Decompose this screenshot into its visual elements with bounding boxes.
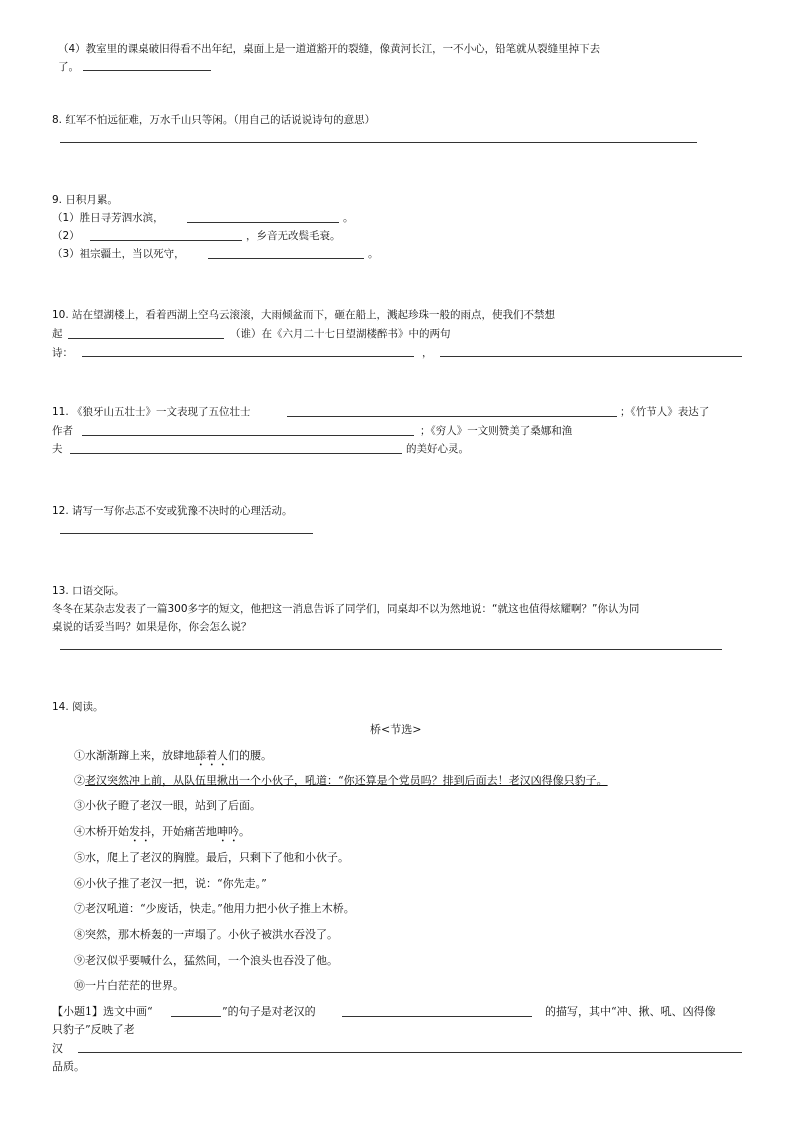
passage-paragraph-8: ⑧突然，那木桥轰的一声塌了。小伙子被洪水吞没了。 (74, 928, 338, 941)
q13-title: 13. 口语交际。 (52, 585, 125, 597)
q11-poor-people-blank[interactable] (70, 453, 402, 454)
passage-paragraph-4: ④木桥开始发抖，开始痛苦地呻吟。 (74, 825, 250, 838)
subq1-mark-sample (171, 1016, 221, 1017)
q12-answer-blank[interactable] (60, 533, 313, 534)
q13-answer-blank[interactable] (60, 649, 722, 650)
q11-line2-end: ；《穷人》一文则赞美了桑娜和渔 (420, 425, 573, 437)
underlined-sentence: 老汉突然冲上前，从队伍里揪出一个小伙子，吼道：“你还算是个党员吗？排到后面去！老汉凶得像只豹子。 (85, 774, 608, 787)
q7-item4-line1: （4）教室里的课桌破旧得看不出年纪，桌面上是一道道豁开的裂缝，像黄河长江，一不小心，铅笔就从裂缝里掉下去 (58, 43, 601, 55)
q9-item1: （1）胜日寻芳泗水滨， (52, 212, 164, 224)
subq1-quality-blank[interactable] (78, 1052, 742, 1053)
q8-question: 8. 红军不怕远征难，万水千山只等闲。（用自己的话说说诗句的意思） (52, 114, 376, 126)
q9-item2-blank[interactable] (90, 240, 242, 241)
subq1-line4: 品质。 (52, 1060, 85, 1073)
q9-item2: （2） (52, 230, 80, 242)
q9-item1-end: 。 (343, 212, 354, 224)
q11-line3-end: 的美好心灵。 (406, 443, 469, 455)
q10-poem-line2-blank[interactable] (440, 356, 742, 357)
passage-paragraph-2: ②老汉突然冲上前，从队伍里揪出一个小伙子，吼道：“你还算是个党员吗？排到后面去！老汉凶得像只豹子。 (74, 774, 608, 787)
q10-poem-line1-blank[interactable] (82, 356, 414, 357)
q8-answer-blank[interactable] (60, 142, 697, 143)
q14-title: 14. 阅读。 (52, 701, 104, 713)
passage-title: 桥<节选> (370, 723, 422, 736)
q9-item3: （3）祖宗疆土，当以死守， (52, 248, 185, 260)
subq1-line1-end: 的描写，其中“冲、揪、吼、凶得像 (545, 1005, 716, 1018)
passage-paragraph-5: ⑤水，爬上了老汉的胸膛。最后，只剩下了他和小伙子。 (74, 851, 349, 864)
q9-item1-blank[interactable] (187, 222, 339, 223)
q12-question: 12. 请写一写你忐忑不安或犹豫不决时的心理活动。 (52, 505, 293, 517)
q10-line3-start: 诗： (52, 347, 73, 359)
q10-line1: 10. 站在望湖楼上，看着西湖上空乌云滚滚，大雨倾盆而下，砸在船上，溅起珍珠一般的雨点，使我们不禁想 (52, 309, 556, 321)
q9-title: 9. 日积月累。 (52, 194, 118, 206)
q11-line2-start: 作者 (52, 425, 73, 437)
q9-item3-blank[interactable] (208, 258, 364, 259)
q13-line1: 冬冬在某杂志发表了一篇300多字的短文，他把这一消息告诉了同学们，同桌却不以为然地说：“就这也值得炫耀啊？”你认为同 (52, 603, 640, 615)
emphasis-licks: 舔着人 (195, 749, 228, 762)
q11-line1-start: 11. 《狼牙山五壮士》一文表现了五位壮士 (52, 406, 251, 418)
q9-item3-end: 。 (368, 248, 379, 260)
q10-line2-start: 起 (52, 328, 63, 340)
emphasis-tremble: 发抖 (129, 825, 151, 838)
emphasis-groan: 呻吟 (217, 825, 239, 838)
q11-wolf-tooth-blank[interactable] (287, 416, 617, 417)
q10-comma: ， (422, 347, 433, 359)
passage-paragraph-1: ①水渐渐蹿上来，放肆地舔着人们的腰。 (74, 749, 272, 762)
q9-item2-end: ，乡音无改鬓毛衰。 (246, 230, 341, 242)
subq1-line3: 汉 (52, 1042, 63, 1055)
q11-line1-end: ；《竹节人》表达了 (620, 406, 710, 418)
q11-line3-start: 夫 (52, 443, 63, 455)
subq1-line1-start: 【小题1】选文中画“ (52, 1005, 153, 1018)
q13-line2: 桌说的话妥当吗？如果是你，你会怎么说？ (52, 621, 252, 633)
subq1-line1-middle: ”的句子是对老汉的 (222, 1005, 316, 1018)
subq1-line2: 只豹子”反映了老 (52, 1023, 135, 1036)
passage-paragraph-10: ⑩一片白茫茫的世界。 (74, 979, 184, 992)
q11-bamboo-man-blank[interactable] (82, 435, 414, 436)
q7-item4-line2: 了。 (58, 61, 79, 73)
q10-line2-end: （谁）在《六月二十七日望湖楼醉书》中的两句 (230, 328, 451, 340)
passage-paragraph-3: ③小伙子瞪了老汉一眼，站到了后面。 (74, 799, 261, 812)
subq1-description-blank[interactable] (342, 1016, 532, 1017)
q7-item4-answer-blank[interactable] (83, 70, 211, 71)
passage-paragraph-9: ⑨老汉似乎要喊什么，猛然间，一个浪头也吞没了他。 (74, 954, 338, 967)
passage-paragraph-7: ⑦老汉吼道：“少废话，快走。”他用力把小伙子推上木桥。 (74, 902, 355, 915)
q10-poet-blank[interactable] (68, 338, 224, 339)
passage-paragraph-6: ⑥小伙子推了老汉一把，说：“你先走。” (74, 877, 267, 890)
